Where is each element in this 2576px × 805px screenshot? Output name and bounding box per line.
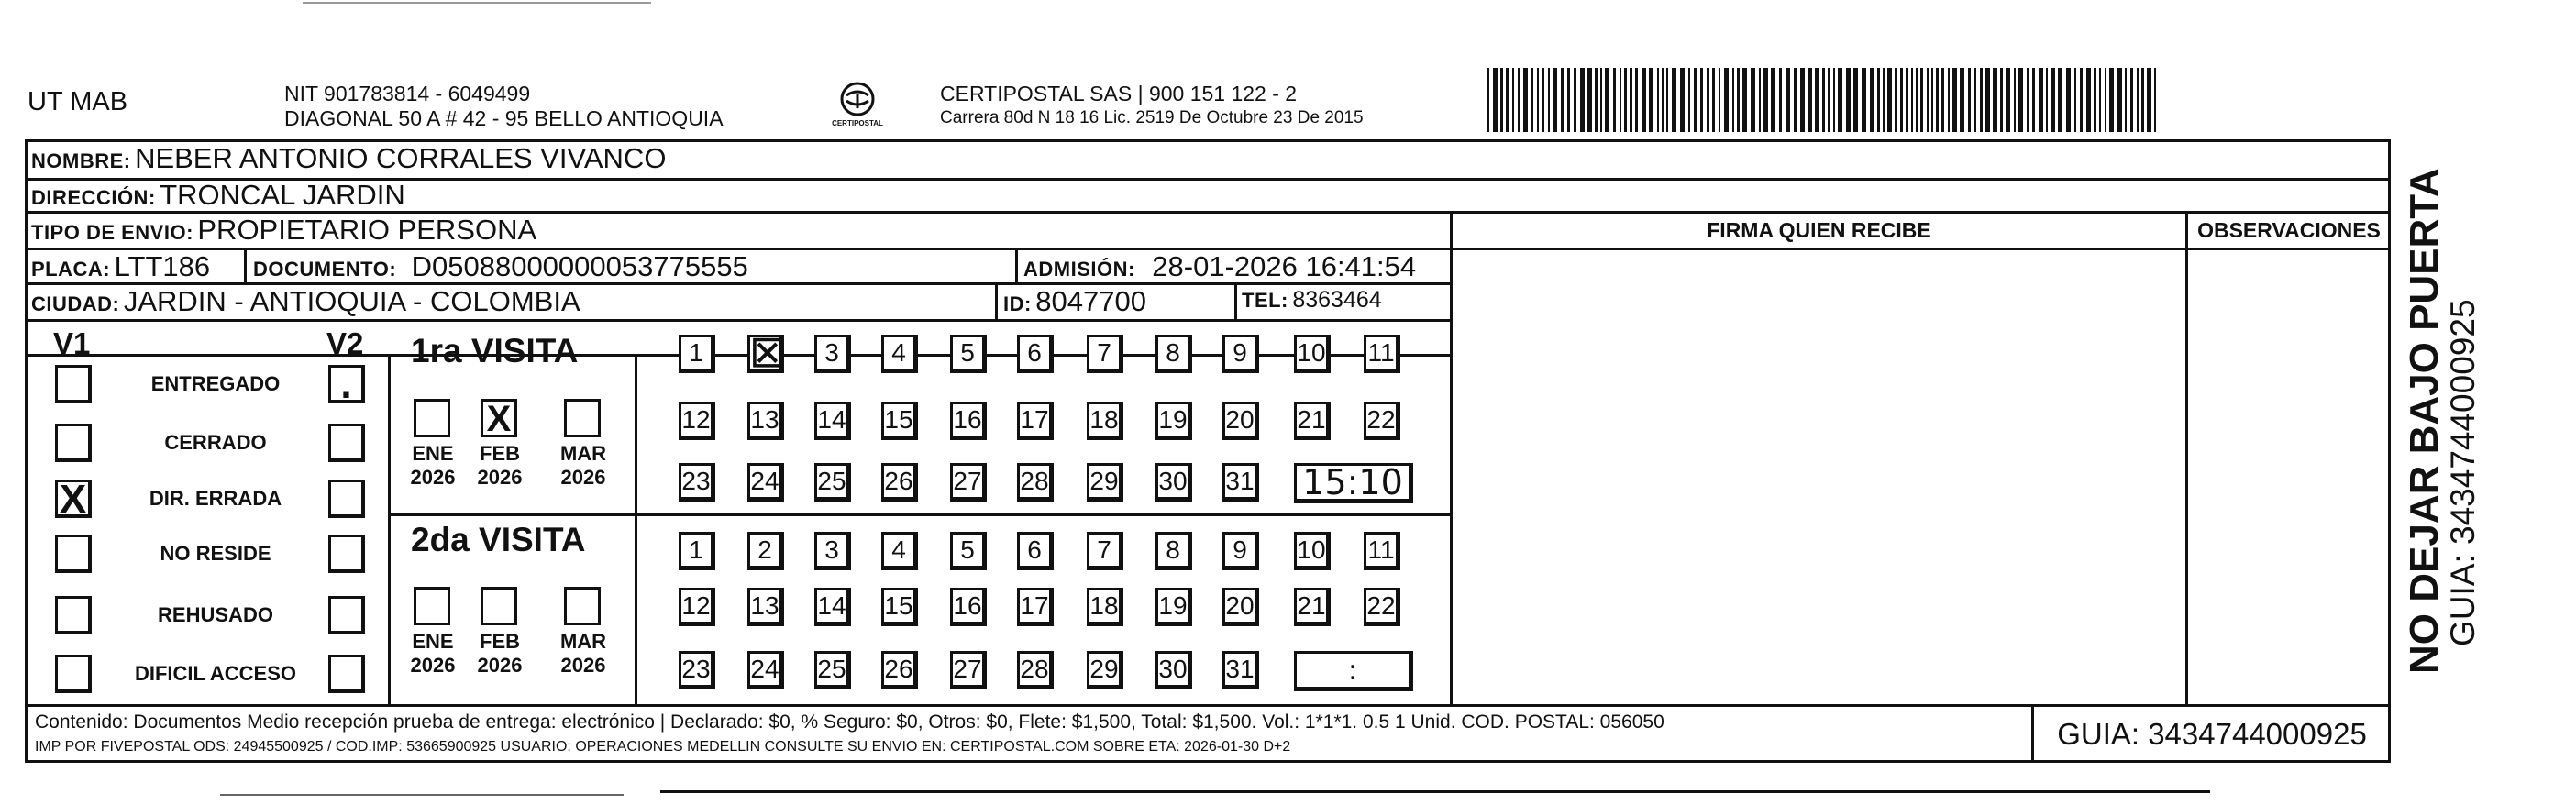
ciudad-value: JARDIN - ANTIOQUIA - COLOMBIA: [123, 285, 580, 317]
v1-check-mark: [58, 599, 88, 631]
v1-label: V1: [53, 326, 91, 360]
day-box[interactable]: [1017, 532, 1054, 570]
day-number: 26: [884, 655, 913, 683]
month-checkbox[interactable]: [414, 399, 450, 437]
tel-label: TEL:: [1242, 289, 1288, 312]
day-box[interactable]: [814, 402, 851, 440]
v1-checkbox[interactable]: [55, 424, 92, 462]
status-label: DIFICIL ACCESO: [134, 662, 296, 685]
day-box[interactable]: [1017, 335, 1054, 373]
day-box[interactable]: [747, 651, 784, 689]
col-divider: [1450, 213, 1453, 706]
tel-field: [1242, 287, 1382, 314]
v2-label: V2: [326, 326, 364, 360]
side-warning: [2402, 168, 2482, 674]
day-box[interactable]: [1017, 588, 1054, 626]
day-box[interactable]: [1155, 651, 1192, 689]
day-number: 24: [750, 467, 779, 495]
firma-heading: FIRMA QUIEN RECIBE: [1707, 218, 1931, 242]
status-label: ENTREGADO: [150, 372, 281, 395]
row-divider: [26, 704, 2390, 707]
month-name: MAR: [559, 442, 607, 465]
day-box[interactable]: [881, 588, 918, 626]
tipo-envio-value: PROPIETARIO PERSONA: [197, 214, 537, 246]
day-box[interactable]: [679, 463, 715, 502]
day-box[interactable]: [1087, 402, 1123, 440]
month-name: FEB: [480, 442, 520, 465]
day-number: 10: [1297, 338, 1326, 367]
day-box[interactable]: [1087, 463, 1123, 502]
barcode: [1487, 68, 2161, 132]
v2-check-mark: .: [340, 362, 352, 407]
day-box[interactable]: [881, 402, 918, 440]
day-box[interactable]: [950, 463, 987, 502]
day-box[interactable]: [1294, 588, 1331, 626]
day-number: 27: [953, 655, 982, 683]
day-box[interactable]: [1087, 588, 1123, 626]
day-number: 18: [1089, 405, 1119, 434]
day-box[interactable]: [747, 532, 784, 570]
admision-field: [1023, 250, 1416, 283]
day-box[interactable]: [1364, 335, 1400, 373]
placa-value: LTT186: [114, 250, 211, 282]
footer-content: Contenido: Documentos Medio recepción prueba de entrega: electrónico | Declarado: $0, % Seguro: $0, Otros: $0, Flete: $1,500, Total: $1,500. Vol.: 1*1*1. 0.5 1 Unid. COD. POSTAL: 056050: [35, 711, 1664, 733]
v2-checkbox[interactable]: [328, 480, 365, 518]
day-number: 22: [1366, 405, 1396, 434]
time-box[interactable]: [1294, 463, 1413, 503]
day-number: 17: [1020, 591, 1049, 620]
nombre-row: [31, 142, 666, 175]
id-label: ID:: [1003, 292, 1032, 315]
v2-check-mark: [331, 537, 361, 569]
day-number: 11: [1367, 535, 1395, 564]
documento-value: D05088000000053775555: [411, 250, 748, 282]
time-box[interactable]: [1294, 651, 1413, 691]
direccion-value: TRONCAL JARDIN: [160, 179, 405, 211]
day-number: 9: [1233, 338, 1247, 367]
day-box[interactable]: [679, 588, 715, 626]
day-box[interactable]: [814, 335, 851, 373]
v1-checkbox[interactable]: [55, 477, 92, 522]
day-number: 7: [1097, 535, 1111, 564]
day-number: 25: [817, 655, 846, 683]
company-short-name: UT MAB: [28, 87, 128, 116]
v2-checkbox[interactable]: [328, 535, 365, 573]
ciudad-label: CIUDAD:: [31, 292, 120, 315]
day-box[interactable]: [1087, 532, 1123, 570]
month-year: 2026: [477, 466, 523, 489]
day-box[interactable]: [1222, 651, 1259, 689]
tipo-envio-row: [31, 214, 536, 247]
day-number: 8: [1166, 338, 1180, 367]
day-number: 15: [884, 405, 913, 434]
day-number: 23: [681, 655, 711, 683]
day-number: 5: [960, 338, 975, 367]
ciudad-field: [31, 285, 580, 318]
v1-check-mark: [58, 657, 88, 689]
v1-checkbox[interactable]: [55, 655, 92, 693]
day-number: 31: [1225, 467, 1255, 495]
carrier-license: Carrera 80d N 18 16 Lic. 2519 De Octubre 23 De 2015: [940, 108, 1364, 127]
month-checkbox[interactable]: [564, 399, 601, 437]
month-check-mark: X: [486, 399, 512, 439]
month-year: 2026: [410, 466, 456, 489]
time-value: 15:10: [1302, 462, 1403, 502]
status-label: NO RESIDE: [160, 542, 271, 565]
side-guia-text: GUIA: 3434744000925: [2444, 299, 2482, 646]
admision-label: ADMISIÓN:: [1023, 258, 1135, 281]
day-number: 26: [884, 467, 913, 495]
col-divider: [1015, 249, 1018, 284]
day-number: 3: [824, 338, 839, 367]
day-box[interactable]: [1087, 651, 1123, 689]
month-name: ENE: [412, 442, 454, 465]
direccion-label: DIRECCIÓN:: [31, 186, 156, 209]
placa-label: PLACA:: [31, 258, 111, 281]
day-number: 21: [1297, 591, 1326, 620]
id-value: 8047700: [1035, 285, 1146, 317]
col-divider: [244, 249, 247, 284]
footer-guia: GUIA: 3434744000925: [2057, 717, 2367, 751]
day-box[interactable]: [1155, 532, 1192, 570]
month-name: MAR: [559, 630, 607, 653]
day-number: 28: [1020, 467, 1049, 495]
top-edge-line: [303, 2, 651, 4]
day-box[interactable]: [747, 463, 784, 502]
day-number: 1: [689, 535, 703, 564]
day-number: 7: [1097, 338, 1111, 367]
day-number: 16: [953, 591, 982, 620]
day-box[interactable]: [950, 588, 987, 626]
col-divider: [1234, 284, 1237, 319]
day-box[interactable]: [1155, 463, 1192, 502]
month-name: ENE: [412, 630, 454, 653]
month-check-mark: [483, 590, 514, 623]
sender-address: DIAGONAL 50 A # 42 - 95 BELLO ANTIOQUIA: [284, 106, 724, 130]
day-number: 24: [750, 655, 779, 683]
day-number: 13: [750, 591, 779, 620]
day-number: 13: [750, 405, 779, 434]
month-year: 2026: [477, 654, 523, 677]
day-box[interactable]: [814, 651, 851, 689]
day-box[interactable]: [747, 332, 785, 375]
day-box[interactable]: [747, 588, 784, 626]
day-box[interactable]: [1087, 335, 1123, 373]
day-number: 20: [1225, 591, 1255, 620]
day-box[interactable]: [950, 532, 987, 570]
v1-check-mark: [58, 537, 88, 569]
bottom-edge-line: [660, 790, 2210, 793]
month-check-mark: [416, 402, 448, 435]
v2-check-mark: [331, 482, 361, 514]
day-box[interactable]: [1222, 335, 1259, 373]
day-box[interactable]: [1017, 402, 1054, 440]
day-number: 11: [1367, 338, 1395, 367]
month-check-mark: [567, 402, 598, 435]
day-number: 14: [817, 591, 846, 620]
day-box[interactable]: [950, 402, 987, 440]
row-divider: [390, 513, 1451, 516]
day-number: 18: [1089, 591, 1119, 620]
day-number: 14: [817, 405, 846, 434]
day-box[interactable]: [1364, 588, 1400, 626]
documento-label: DOCUMENTO:: [253, 258, 397, 281]
v2-check-mark: [331, 426, 361, 458]
v1-checkbox[interactable]: [55, 535, 92, 573]
day-box[interactable]: [1294, 335, 1331, 373]
day-number: 31: [1225, 655, 1255, 683]
time-value: :: [1347, 654, 1358, 687]
day-box[interactable]: [679, 651, 715, 689]
v2-checkbox[interactable]: [328, 596, 365, 634]
day-box[interactable]: [814, 588, 851, 626]
row-divider: [26, 319, 1450, 322]
day-box[interactable]: [1017, 651, 1054, 689]
day-cross-mark: ☒: [750, 332, 785, 375]
day-box[interactable]: [679, 335, 715, 373]
v1-check-mark: [58, 368, 88, 400]
day-number: 28: [1020, 655, 1049, 683]
day-number: 5: [960, 535, 975, 564]
day-box[interactable]: [1155, 588, 1192, 626]
day-box[interactable]: [747, 402, 784, 440]
carrier-name: CERTIPOSTAL SAS | 900 151 122 - 2: [940, 82, 1298, 105]
day-box[interactable]: [1294, 402, 1331, 440]
bottom-edge-line: [220, 794, 624, 796]
id-field: [1003, 285, 1146, 318]
logo-caption: CERTIPOSTAL: [832, 119, 883, 127]
month-checkbox[interactable]: [481, 587, 517, 625]
day-number: 17: [1020, 405, 1049, 434]
status-label: DIR. ERRADA: [149, 487, 282, 510]
day-number: 12: [681, 591, 711, 620]
day-number: 25: [817, 467, 846, 495]
day-box[interactable]: [881, 463, 918, 502]
day-number: 15: [884, 591, 913, 620]
day-box[interactable]: [679, 402, 715, 440]
day-number: 19: [1158, 591, 1188, 620]
month-checkbox[interactable]: [564, 587, 601, 625]
direccion-row: [31, 179, 405, 212]
day-box[interactable]: [1364, 532, 1400, 570]
day-number: 4: [891, 338, 906, 367]
tel-value: 8363464: [1292, 287, 1382, 313]
day-box[interactable]: [1155, 335, 1192, 373]
day-number: 8: [1166, 535, 1180, 564]
day-box[interactable]: [814, 463, 851, 502]
tipo-envio-label: TIPO DE ENVIO:: [31, 221, 193, 244]
nombre-label: NOMBRE:: [31, 149, 131, 172]
day-number: 3: [824, 535, 839, 564]
day-box[interactable]: [1222, 588, 1259, 626]
v2-checkbox[interactable]: [328, 655, 365, 693]
v2-check-mark: [331, 657, 361, 689]
month-year: 2026: [560, 466, 606, 489]
month-check-mark: [416, 590, 448, 623]
day-box[interactable]: [679, 532, 715, 570]
day-box[interactable]: [1222, 532, 1259, 570]
v1-check-mark: [58, 426, 88, 458]
day-number: 19: [1158, 405, 1188, 434]
month-name: FEB: [480, 630, 520, 653]
nombre-value: NEBER ANTONIO CORRALES VIVANCO: [135, 142, 667, 174]
day-number: 30: [1158, 467, 1188, 495]
day-box[interactable]: [1294, 532, 1331, 570]
day-box[interactable]: [881, 651, 918, 689]
footer-print-info: IMP POR FIVEPOSTAL ODS: 24945500925 / COD.IMP: 53665900925 USUARIO: OPERACIONES MEDELLIN CONSULTE SU ENVIO EN: CERTIPOSTAL.COM SOBRE ETA: 2026-01-30 D+2: [35, 739, 1291, 755]
status-label: REHUSADO: [158, 603, 273, 626]
day-number: 12: [681, 405, 711, 434]
no-dejar-text: NO DEJAR BAJO PUERTA: [2402, 168, 2447, 674]
day-number: 22: [1366, 591, 1396, 620]
month-checkbox[interactable]: [481, 399, 517, 437]
day-number: 2: [757, 535, 772, 564]
month-checkbox[interactable]: [414, 587, 450, 625]
placa-field: [31, 250, 210, 283]
v1-check-mark: X: [59, 477, 87, 522]
day-box[interactable]: [1155, 402, 1192, 440]
visit1-title: 1ra VISITA: [411, 332, 579, 369]
day-box[interactable]: [1017, 463, 1054, 502]
status-label: CERRADO: [164, 431, 267, 454]
day-number: 20: [1225, 405, 1255, 434]
certipostal-logo: [821, 81, 894, 132]
v2-check-mark: [331, 599, 361, 631]
day-box[interactable]: [1222, 402, 1259, 440]
day-number: 29: [1089, 467, 1119, 495]
day-number: 21: [1297, 405, 1326, 434]
v2-checkbox[interactable]: [328, 362, 365, 407]
day-number: 4: [891, 535, 906, 564]
col-divider: [995, 284, 998, 319]
month-year: 2026: [410, 654, 456, 677]
visit2-title: 2da VISITA: [411, 521, 586, 558]
day-number: 16: [953, 405, 982, 434]
day-number: 6: [1027, 535, 1042, 564]
nit-text: NIT 901783814 - 6049499: [284, 82, 531, 105]
day-number: 27: [953, 467, 982, 495]
month-year: 2026: [560, 654, 606, 677]
day-number: 9: [1233, 535, 1247, 564]
col-divider: [388, 356, 391, 706]
day-number: 1: [689, 338, 703, 367]
v1-checkbox[interactable]: [55, 365, 92, 403]
day-number: 30: [1158, 655, 1188, 683]
day-box[interactable]: [881, 532, 918, 570]
day-number: 6: [1027, 338, 1042, 367]
v2-checkbox[interactable]: [328, 424, 365, 462]
day-box[interactable]: [1222, 463, 1259, 502]
day-number: 23: [681, 467, 711, 495]
day-box[interactable]: [814, 532, 851, 570]
v1-checkbox[interactable]: [55, 596, 92, 634]
month-check-mark: [567, 590, 598, 623]
day-box[interactable]: [950, 335, 987, 373]
day-box[interactable]: [881, 335, 918, 373]
observaciones-heading: OBSERVACIONES: [2197, 218, 2381, 242]
documento-field: [253, 250, 748, 283]
day-number: 10: [1297, 535, 1326, 564]
day-box[interactable]: [950, 651, 987, 689]
day-number: 29: [1089, 655, 1119, 683]
col-divider: [2185, 213, 2188, 706]
day-box[interactable]: [1364, 402, 1400, 440]
col-divider: [635, 356, 637, 706]
admision-value: 28-01-2026 16:41:54: [1152, 250, 1417, 282]
